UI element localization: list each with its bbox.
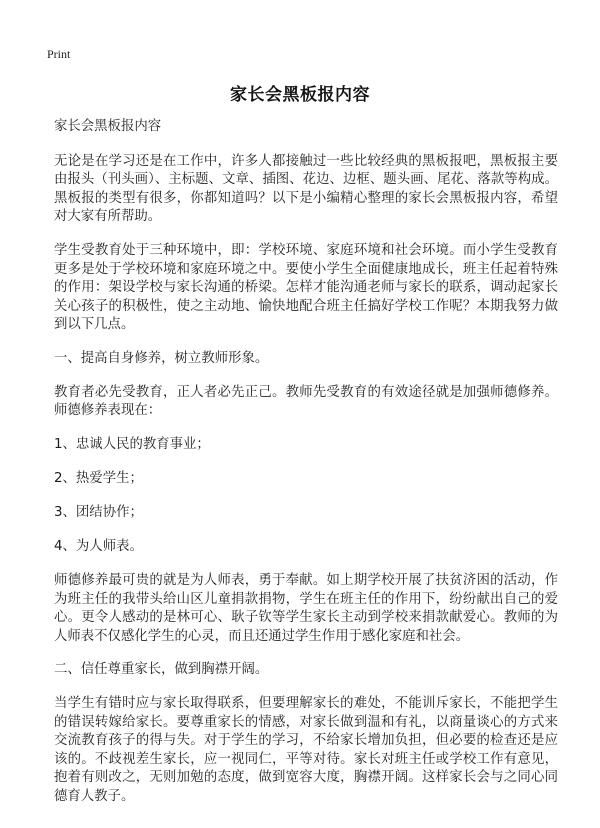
intro-paragraph: 无论是在学习还是在工作中，许多人都接触过一些比较经典的黑板报吧，黑板报主要由报头（刊头画）、主标题、文章、插图、花边、边框、题头画、尾花、落款等构成。黑板报的类型有很多，你都知道吗？以下是小编精心整理的家长会黑板报内容，希望对大家有所帮助。 xyxy=(54,153,558,225)
section-heading-1: 一、提高自身修养，树立教师形象。 xyxy=(54,350,269,366)
environment-paragraph: 学生受教育处于三种环境中，即：学校环境、家庭环境和社会环境。而小学生受教育更多是处于学校环境和家庭环境之中。要使小学生全面健康地成长，班主任起着特殊的作用：架设学校与家长沟通的桥梁。怎样才能沟通老师与家长的联系，调动起家长关心孩子的积极性，使之主动地、愉快地配合班主任搞好学校工作呢？本期我努力做到以下几点。 xyxy=(54,242,558,333)
page-title: 家长会黑板报内容 xyxy=(230,85,370,105)
virtue-paragraph: 师德修养最可贵的就是为人师表，勇于奉献。如上期学校开展了扶贫济困的活动，作为班主任的我带头给山区儿童捐款捐物，学生在班主任的作用下，纷纷献出自己的爱心。更令人感动的是林可心、耿子钦等学生家长主动到学校来捐款献爱心。教师的为人师表不仅感化学生的心灵，而且还通过学生作用于感化家庭和社会。 xyxy=(54,573,558,644)
section-2-body: 当学生有错时应与家长取得联系，但要理解家长的难处，不能训斥家长，不能把学生的错误转嫁给家长。要尊重家长的情感，对家长做到温和有礼，以商量谈心的方式来交流教育孩子的得与失。对于学生的学习，不给家长增加负担，但必要的检查还是应该的。不歧视差生家长，应一视同仁，平等对待。家长对班主任或学校工作有意见，抱着有则改之，无则加勉的态度，做到宽容大度，胸襟开阔。这样家长会与之同心同德育人教子。 xyxy=(54,696,558,805)
section-1-body: 教育者必先受教育，正人者必先正己。教师先受教育的有效途径就是加强师德修养。师德修养表现在： xyxy=(54,384,558,419)
document-subtitle: 家长会黑板报内容 xyxy=(54,119,162,134)
list-item: 2、热爱学生； xyxy=(54,470,143,486)
section-heading-2: 二、信任尊重家长，做到胸襟开阔。 xyxy=(54,662,269,678)
list-item: 1、忠诚人民的教育事业； xyxy=(54,436,210,452)
list-item: 3、团结协作； xyxy=(54,504,143,520)
print-label: Print xyxy=(47,47,71,61)
document-body xyxy=(54,118,558,822)
list-item: 4、为人师表。 xyxy=(54,539,143,554)
